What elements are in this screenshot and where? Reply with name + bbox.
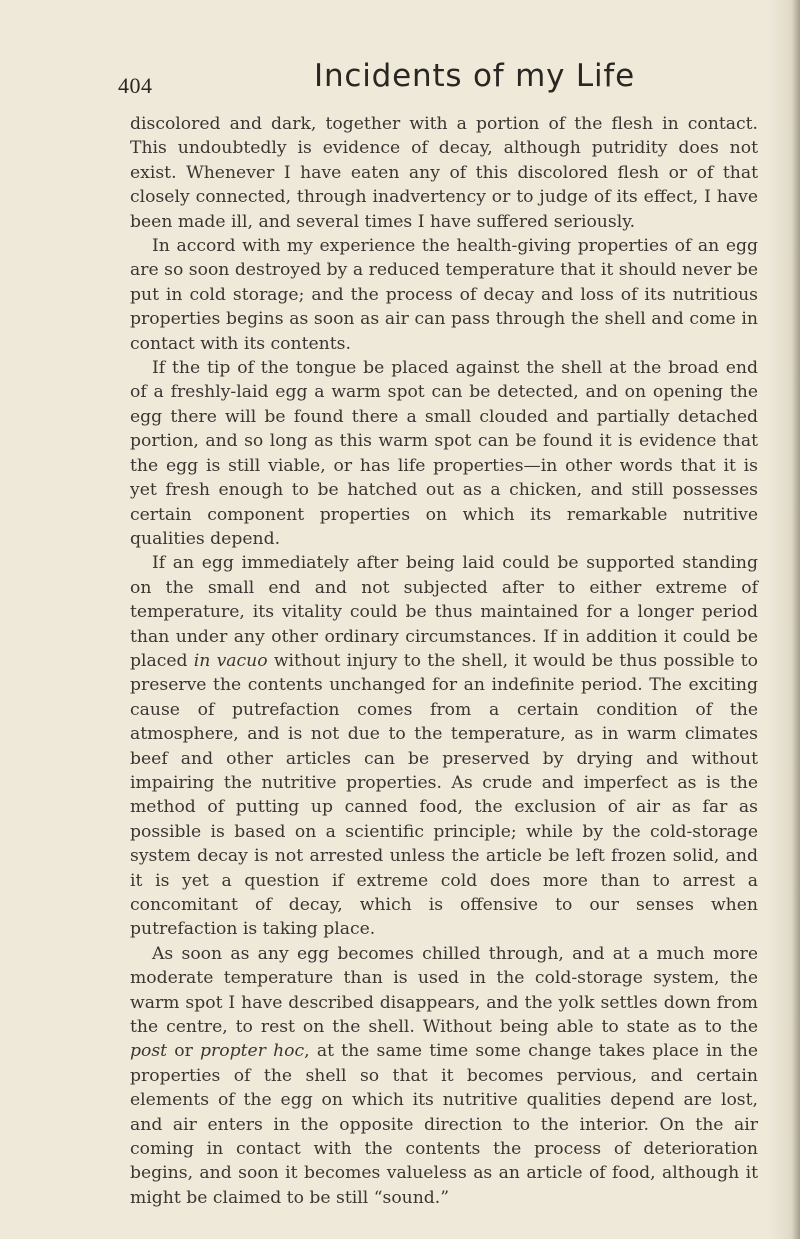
paragraph — [130, 551, 758, 942]
italic-phrase: in vacuo — [193, 650, 268, 671]
italic-phrase: post — [130, 1041, 168, 1062]
running-title: Incidents of my Life — [314, 58, 636, 94]
text-run: In accord with my experience the health-giving properties of an egg are so soon destroyed by a reduced temperature that it should never be put in cold storage; and the process of decay and loss of its nutritious properties begins as soon as air can pass through the shell and come in contact with its contents. — [130, 236, 758, 354]
text-run: As soon as any egg becomes chilled through, and at a much more moderate temperature than is used in the cold-storage system, the warm spot I have described disappears, and the yolk settles down from the centre, to rest on the shell. Without being able to state as to the — [130, 943, 758, 1038]
paragraph — [130, 234, 758, 356]
paragraph — [130, 942, 758, 1210]
text-run: , at the same time some change takes place in the properties of the shell so that it becomes pervious, and certain elements of the egg on which its nutritive qualities depend are lost, and air enters in the opposite direction to the interior. On the air coming in contact with the contents the process of deterioration begins, and soon it becomes valueless as an article of food, although it might be claimed to be still “sound.” — [130, 1041, 758, 1208]
text-run: without injury to the shell, it would be thus possible to preserve the contents unchanged for an indefinite period. The exciting cause of putrefaction comes from a certain condition of the atmosphere, and is not due to the temperature, as in warm climates beef and other articles can be preserved by drying and without impairing the nutritive properties. As crude and imperfect as is the method of putting up canned food, the exclusion of air as far as possible is based on a scientific principle; while by the cold-storage system decay is not arrested unless the article be left frozen solid, and it is yet a question if extreme cold does more than to arrest a concomitant of decay, which is offensive to our senses when putrefaction is taking place. — [130, 650, 759, 940]
page-header — [118, 58, 758, 98]
text-run: If the tip of the tongue be placed against the shell at the broad end of a freshly-laid egg a warm spot can be detected, and on opening the egg there will be found there a small clouded and partially detached portion, and so long as this warm spot can be found it is evidence that the egg is still viable, or has life properties—in other words that it is yet fresh enough to be hatched out as a chicken, and still possesses certain component properties on which its remarkable nutritive qualities depend. — [130, 358, 758, 549]
italic-phrase: propter hoc — [200, 1041, 305, 1062]
page-number: 404 — [118, 73, 153, 98]
text-run: or — [167, 1041, 201, 1062]
paragraph — [130, 356, 758, 551]
body-text — [130, 112, 758, 1210]
page-edge-shadow — [792, 0, 800, 1239]
paragraph — [130, 112, 758, 234]
text-run: If an egg immediately after being laid could be supported standing on the small end and not subjected after to either extreme of temperature, its vitality could be thus maintained for a longer period than under any other ordinary circumstances. If in addition it could be placed — [130, 553, 758, 671]
text-run: discolored and dark, together with a portion of the flesh in contact. This undoubtedly is evidence of decay, although putridity does not exist. Whenever I have eaten any of this discolored flesh or of that closely connected, through inadvertency or to judge of its effect, I have been made ill, and several times I have suffered seriously. — [130, 114, 758, 232]
